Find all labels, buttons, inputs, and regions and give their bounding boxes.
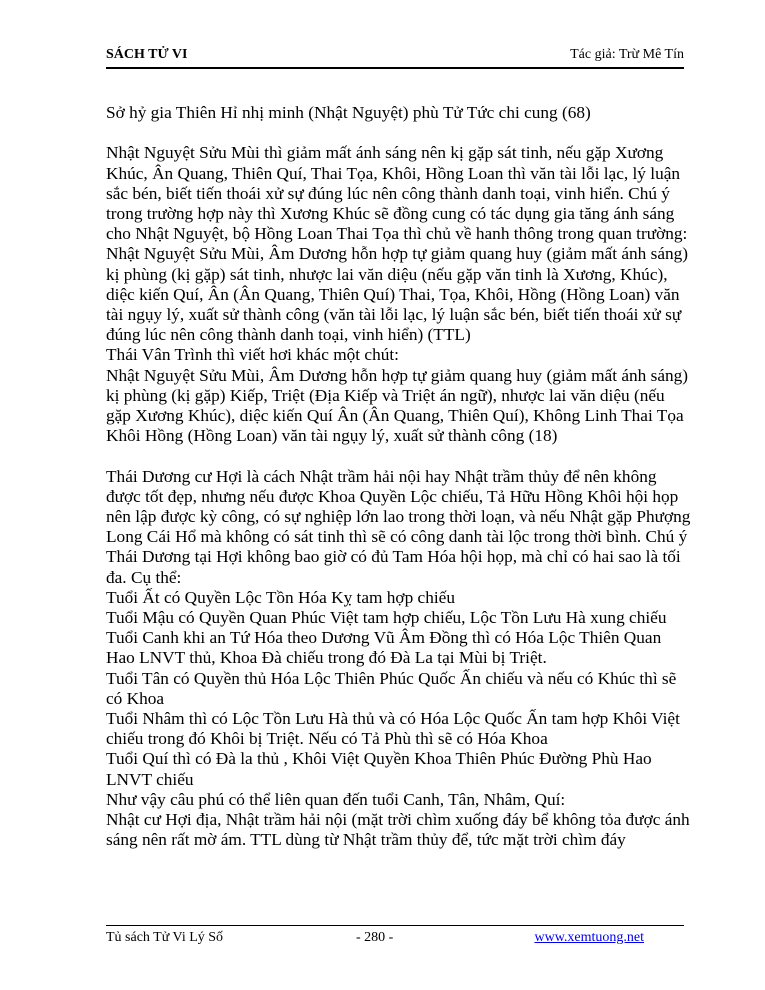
footer-divider (106, 925, 684, 926)
author-label: Tác giả: Trừ Mê Tín (570, 47, 684, 62)
page-body (106, 103, 691, 850)
page-number: - 280 - (356, 930, 394, 945)
paragraph: Thái Dương cư Hợi là cách Nhật trầm hải nội hay Nhật trầm thủy để nên không được tốt đẹp, nhưng nếu được Khoa Quyền Lộc chiếu, Tả Hữu Hồng Khôi hội họp nên lập được kỳ công, có sự nghiệp lớn lao trong thời loạn, và nếu Nhật gặp Phượng Long Cái Hổ mà không có sát tinh thì sẽ có công danh tài lộc trong thời bình. Chú ý Thái Dương tại Hợi không bao giờ có đủ Tam Hóa hội họp, mà chỉ có hai sao là tối đa. Cụ thể: (106, 466, 691, 587)
paragraph: Như vậy câu phú có thể liên quan đến tuổi Canh, Tân, Nhâm, Quí: (106, 789, 566, 809)
paragraph: Tuổi Ất có Quyền Lộc Tồn Hóa Kỵ tam hợp chiếu (106, 587, 455, 607)
book-title: SÁCH TỬ VI (106, 47, 188, 62)
paragraph: Tuổi Nhâm thì có Lộc Tồn Lưu Hà thủ và có Hóa Lộc Quốc Ấn tam hợp Khôi Việt chiếu trong đó Khôi bị Triệt. Nếu có Tả Phù thì sẽ có Hóa Khoa (106, 709, 680, 749)
header-divider (106, 67, 684, 69)
series-label: Tủ sách Tử Vi Lý Số (106, 930, 224, 945)
paragraph: Tuổi Mậu có Quyền Quan Phúc Việt tam hợp chiếu, Lộc Tồn Lưu Hà xung chiếu (106, 608, 667, 628)
paragraph: Tuổi Canh khi an Tứ Hóa theo Dương Vũ Âm Đồng thì có Hóa Lộc Thiên Quan Hao LNVT thủ, Khoa Đà chiếu trong đó Đà La tại Mùi bị Triệt. (106, 628, 662, 668)
website-link[interactable]: www.xemtuong.net (534, 930, 644, 945)
paragraph: Nhật Nguyệt Sửu Mùi, Âm Dương hỗn hợp tự giảm quang huy (giảm mất ánh sáng) kị phùng (kị gặp) Kiếp, Triệt (Địa Kiếp và Triệt án ngữ), nhược lai văn diệu (nếu gặp Xương Khúc), diệc kiến Quí Ân (Ân Quang, Thiên Quí), Không Linh Thai Tọa Khôi Hồng (Hồng Loan) văn tài ngụy lý, xuất sử thành công (18) (106, 365, 689, 446)
paragraph: Tuổi Quí thì có Đà la thủ , Khôi Việt Quyền Khoa Thiên Phúc Đường Phù Hao LNVT chiếu (106, 749, 652, 789)
paragraph: Nhật Nguyệt Sửu Mùi, Âm Dương hỗn hợp tự giảm quang huy (giảm mất ánh sáng) kị phùng (kị gặp) sát tinh, nhược lai văn diệu (nếu gặp văn tinh là Xương, Khúc), diệc kiến Quí, Ân (Ân Quang, Thiên Quí) Thai, Tọa, Khôi, Hồng (Hồng Loan) văn tài ngụy lý, xuất sử thành công (văn tài lỗi lạc, lý luận sắc bén, biết tiến thoái xử sự đúng lúc nên công thành danh toại, vinh hiển) (TTL) (106, 244, 689, 345)
paragraph: Nhật Nguyệt Sửu Mùi thì giảm mất ánh sáng nên kị gặp sát tinh, nếu gặp Xương Khúc, Ân Quang, Thiên Quí, Thai Tọa, Khôi, Hồng Loan thì văn tài lỗi lạc, lý luận sắc bén, biết tiến thoái xử sự đúng lúc nên công thành danh toại, vinh hiển. Chú ý trong trường hợp này thì Xương Khúc sẽ đồng cung có tác dụng gia tăng ánh sáng cho Nhật Nguyệt, bộ Hồng Loan Thai Tọa thì chủ về hanh thông trong quan trường: (106, 143, 688, 244)
page-footer (106, 930, 684, 948)
paragraph: Nhật cư Hợi địa, Nhật trầm hải nội (mặt trời chìm xuống đáy bể không tỏa được ánh sáng nên rất mờ ám. TTL dùng từ Nhật trầm thủy để, tức mặt trời chìm đáy (106, 810, 690, 850)
paragraph: Thái Vân Trình thì viết hơi khác một chút: (106, 345, 399, 365)
page-header (106, 47, 684, 65)
paragraph: Tuổi Tân có Quyền thủ Hóa Lộc Thiên Phúc Quốc Ấn chiếu và nếu có Khúc thì sẽ có Khoa (106, 668, 677, 708)
paragraph-heading: Sở hỷ gia Thiên Hỉ nhị minh (Nhật Nguyệt) phù Tử Tức chi cung (68) (106, 103, 591, 122)
